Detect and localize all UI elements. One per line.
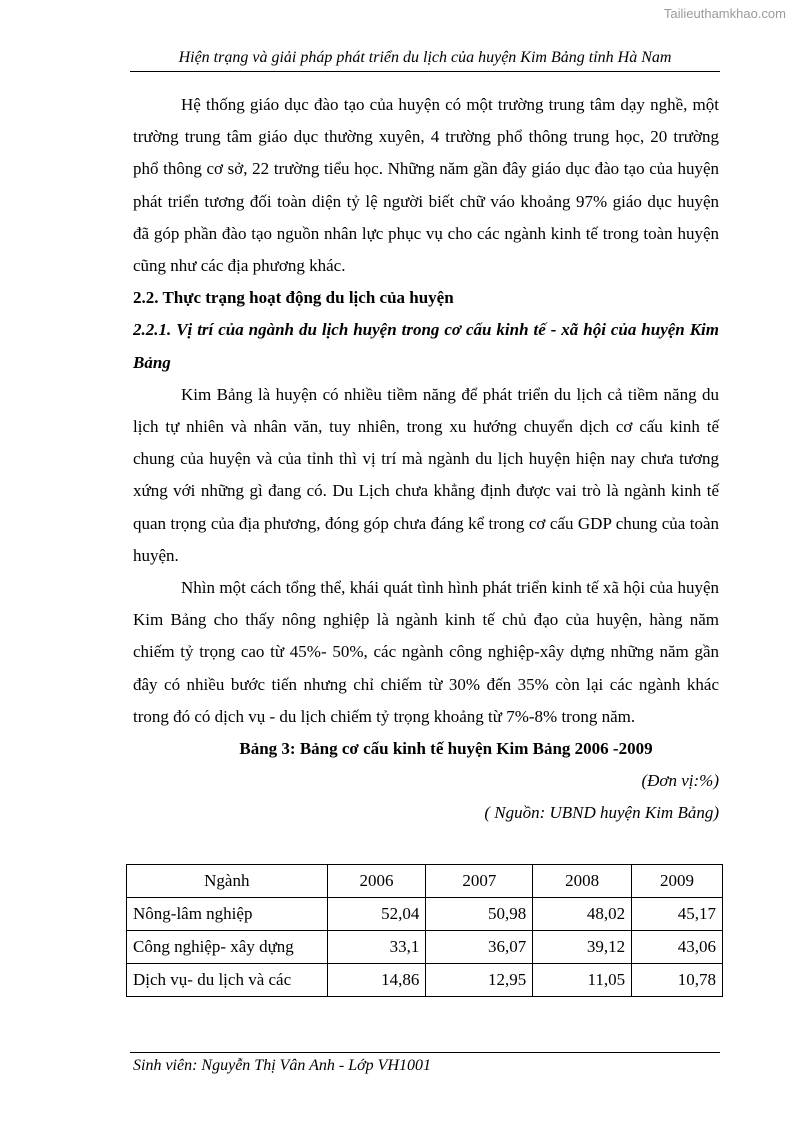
table-header-row bbox=[127, 865, 723, 898]
table-cell: Nông-lâm nghiệp bbox=[127, 898, 328, 931]
economic-structure-table bbox=[126, 864, 723, 997]
table-cell: 52,04 bbox=[327, 898, 426, 931]
table-cell: 43,06 bbox=[632, 931, 723, 964]
unit-note: (Đơn vị:%) bbox=[641, 771, 719, 791]
running-header: Hiện trạng và giải pháp phát triển du lịch của huyện Kim Bảng tỉnh Hà Nam bbox=[178, 49, 672, 66]
document-body bbox=[133, 89, 719, 830]
table-cell: 45,17 bbox=[632, 898, 723, 931]
table-row bbox=[127, 964, 723, 997]
table-row bbox=[127, 898, 723, 931]
watermark: Tailieuthamkhao.com bbox=[663, 6, 786, 21]
table-cell: 12,95 bbox=[426, 964, 533, 997]
table-caption: Bảng 3: Bảng cơ cấu kinh tế huyện Kim Bảng 2006 -2009 bbox=[239, 739, 653, 759]
column-header: 2009 bbox=[632, 865, 723, 898]
table-cell: 36,07 bbox=[426, 931, 533, 964]
table-cell: 14,86 bbox=[327, 964, 426, 997]
column-header: 2007 bbox=[426, 865, 533, 898]
table-cell: 11,05 bbox=[533, 964, 632, 997]
page-footer: Sinh viên: Nguyễn Thị Vân Anh - Lớp VH1001 bbox=[133, 1057, 431, 1074]
table-cell: Công nghiệp- xây dựng bbox=[127, 931, 328, 964]
column-header: 2008 bbox=[533, 865, 632, 898]
header-divider bbox=[130, 71, 720, 72]
table-row bbox=[127, 931, 723, 964]
section-heading-2-2: 2.2. Thực trạng hoạt động du lịch của huyện bbox=[133, 288, 454, 308]
paragraph-economic-overview: Nhìn một cách tổng thể, khái quát tình hình phát triển kinh tế xã hội của huyện Kim Bảng cho thấy nông nghiệp là ngành kinh tế chủ đạo của huyện, hàng năm chiếm tỷ trọng cao từ 45%- 50%, các ngành công nghiệp-xây dựng những năm gần đây có nhiều bước tiến nhưng chỉ chiếm từ 30% đến 35% còn lại các ngành khác trong đó có dịch vụ - du lịch chiếm tỷ trọng khoảng từ 7%-8% trong năm. bbox=[133, 578, 719, 726]
table-cell: 33,1 bbox=[327, 931, 426, 964]
paragraph-tourism-potential: Kim Bảng là huyện có nhiều tiềm năng để phát triển du lịch cả tiềm năng du lịch tự nhiên và nhân văn, tuy nhiên, trong xu hướng chuyển dịch cơ cấu kinh tế chung của huyện và của tỉnh thì vị trí mà ngành du lịch huyện hiện nay chưa tương xứng với những gì đang có. Du Lịch chưa khẳng định được vai trò là ngành kinh tế quan trọng của địa phương, đóng góp chưa đáng kể trong cơ cấu GDP chung của toàn huyện. bbox=[133, 384, 719, 565]
table-cell: 10,78 bbox=[632, 964, 723, 997]
table-cell: Dịch vụ- du lịch và các bbox=[127, 964, 328, 997]
column-header: Ngành bbox=[127, 865, 328, 898]
paragraph-education: Hệ thống giáo dục đào tạo của huyện có một trường trung tâm dạy nghề, một trường trung tâm giáo dục thường xuyên, 4 trường phổ thông trung học, 20 trường phổ thông cơ sở, 22 trường tiểu học. Những năm gần đây giáo dục đào tạo của huyện phát triển tương đối toàn diện tỷ lệ người biết chữ váo khoảng 97% giáo dục huyện đã góp phần đào tạo nguồn nhân lực phục vụ cho các ngành kinh tế trong toàn huyện cũng như các địa phương khác. bbox=[133, 95, 719, 276]
source-note: ( Nguồn: UBND huyện Kim Bảng) bbox=[484, 803, 719, 823]
footer-divider bbox=[130, 1052, 720, 1053]
table-cell: 50,98 bbox=[426, 898, 533, 931]
section-heading-2-2-1: 2.2.1. Vị trí của ngành du lịch huyện trong cơ cấu kinh tế - xã hội của huyện Kim Bảng bbox=[133, 320, 719, 372]
column-header: 2006 bbox=[327, 865, 426, 898]
table-cell: 39,12 bbox=[533, 931, 632, 964]
table-cell: 48,02 bbox=[533, 898, 632, 931]
